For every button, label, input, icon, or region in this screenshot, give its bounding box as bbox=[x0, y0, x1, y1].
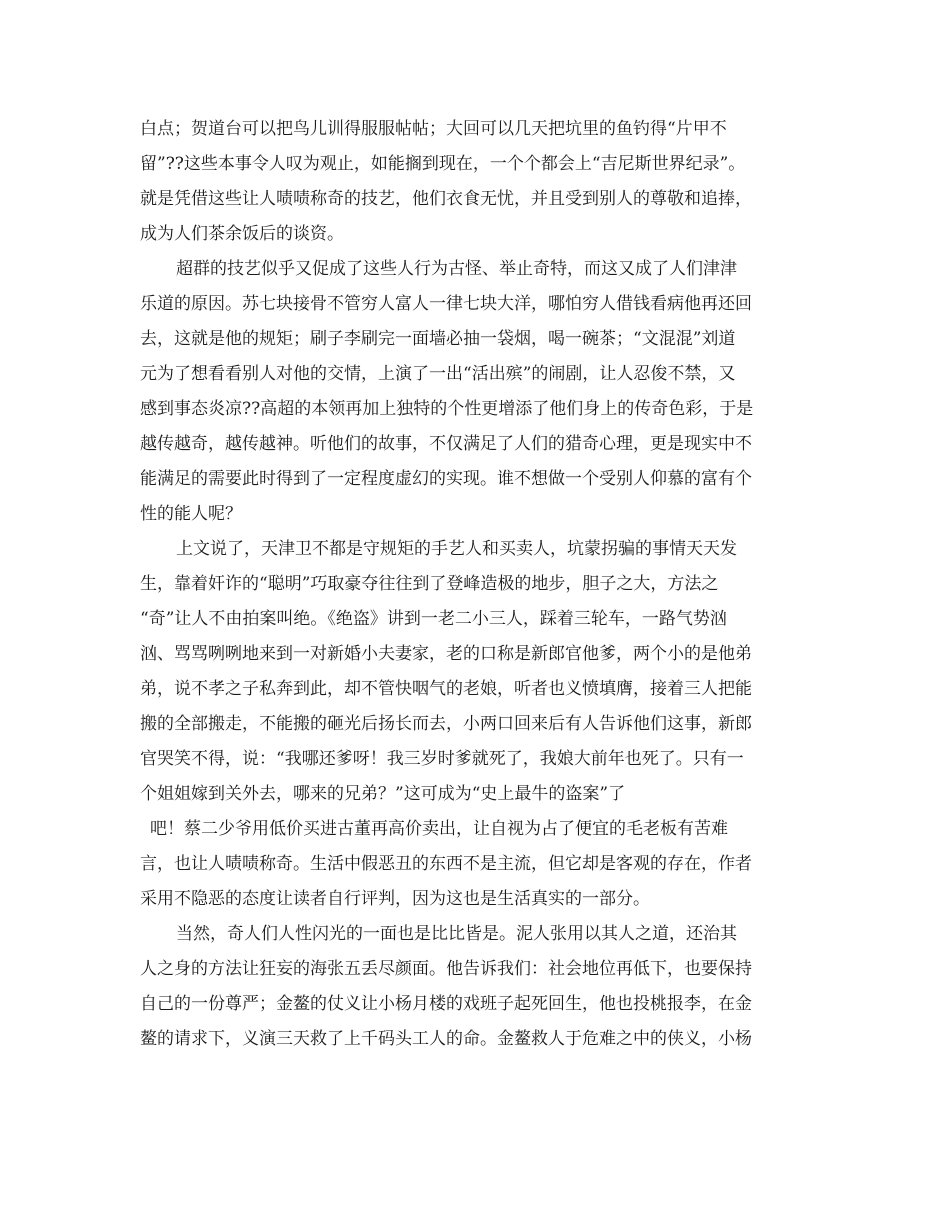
text-line: 自己的一份尊严；金鳌的仗义让小杨月楼的戏班子起死回生，他也投桃报李，在金 bbox=[140, 994, 752, 1014]
text-line: 官哭笑不得，说：“我哪还爹呀！我三岁时爹就死了，我娘大前年也死了。只有一 bbox=[140, 749, 744, 769]
text-line: “奇”让人不由拍案叫绝。《绝盗》讲到一老二小三人，踩着三轮车，一路气势汹 bbox=[140, 609, 727, 629]
text-line: 超群的技艺似乎又促成了这些人行为古怪、举止奇特，而这又成了人们津津 bbox=[176, 259, 737, 279]
text-line: 成为人们茶余饭后的谈资。 bbox=[140, 224, 344, 244]
text-line: 当然，奇人们人性闪光的一面也是比比皆是。泥人张用以其人之道，还治其 bbox=[176, 924, 737, 944]
text-line: 上文说了，天津卫不都是守规矩的手艺人和买卖人，坑蒙拐骗的事情天天发 bbox=[176, 539, 737, 559]
text-line: 个姐姐嫁到关外去，哪来的兄弟？”这可成为“史上最牛的盗案”了 bbox=[140, 784, 626, 804]
text-line: 言，也让人啧啧称奇。生活中假恶丑的东西不是主流，但它却是客观的存在，作者 bbox=[140, 854, 752, 874]
text-line: 元为了想看看别人对他的交情，上演了一出“活出殡”的闹剧，让人忍俊不禁，又 bbox=[140, 364, 736, 384]
text-line: 人之身的方法让狂妄的海张五丢尽颜面。他告诉我们：社会地位再低下，也要保持 bbox=[140, 959, 752, 979]
text-line: 白点；贺道台可以把鸟儿训得服服帖帖；大回可以几天把坑里的鱼钓得“片甲不 bbox=[140, 119, 727, 139]
text-line: 能满足的需要此时得到了一定程度虚幻的实现。谁不想做一个受别人仰慕的富有个 bbox=[140, 469, 752, 489]
text-line: 搬的全部搬走，不能搬的砸光后扬长而去，小两口回来后有人告诉他们这事，新郎 bbox=[140, 714, 752, 734]
text-line: 吧！蔡二少爷用低价买进古董再高价卖出，让自视为占了便宜的毛老板有苦难 bbox=[150, 819, 728, 839]
text-line: 采用不隐恶的态度让读者自行评判，因为这也是生活真实的一部分。 bbox=[140, 889, 650, 909]
text-line: 弟，说不孝之子私奔到此，却不管快咽气的老娘，听者也义愤填膺，接着三人把能 bbox=[140, 679, 752, 699]
text-line: 鳌的请求下，义演三天救了上千码头工人的命。金鳌救人于危难之中的侠义，小杨 bbox=[140, 1029, 752, 1049]
text-line: 留”??这些本事令人叹为观止，如能搁到现在，一个个都会上“吉尼斯世界纪录”。 bbox=[140, 154, 746, 174]
text-line: 性的能人呢？ bbox=[140, 504, 242, 524]
body-text bbox=[140, 112, 820, 1057]
text-line: 就是凭借这些让人啧啧称奇的技艺，他们衣食无忧，并且受到别人的尊敬和追捧， bbox=[140, 189, 752, 209]
text-line: 越传越奇，越传越神。听他们的故事，不仅满足了人们的猎奇心理，更是现实中不 bbox=[140, 434, 752, 454]
text-line: 感到事态炎凉??高超的本领再加上独特的个性更增添了他们身上的传奇色彩，于是 bbox=[140, 399, 754, 419]
text-line: 去，这就是他的规矩；刷子李刷完一面墙必抽一袋烟，喝一碗茶；“文混混”刘道 bbox=[140, 329, 736, 349]
text-line: 乐道的原因。苏七块接骨不管穷人富人一律七块大洋，哪怕穷人借钱看病他再还回 bbox=[140, 294, 752, 314]
text-line: 汹、骂骂咧咧地来到一对新婚小夫妻家，老的口称是新郎官他爹，两个小的是他弟 bbox=[140, 644, 752, 664]
text-line: 生，靠着奸诈的“聪明”巧取豪夺往往到了登峰造极的地步，胆子之大，方法之 bbox=[140, 574, 719, 594]
